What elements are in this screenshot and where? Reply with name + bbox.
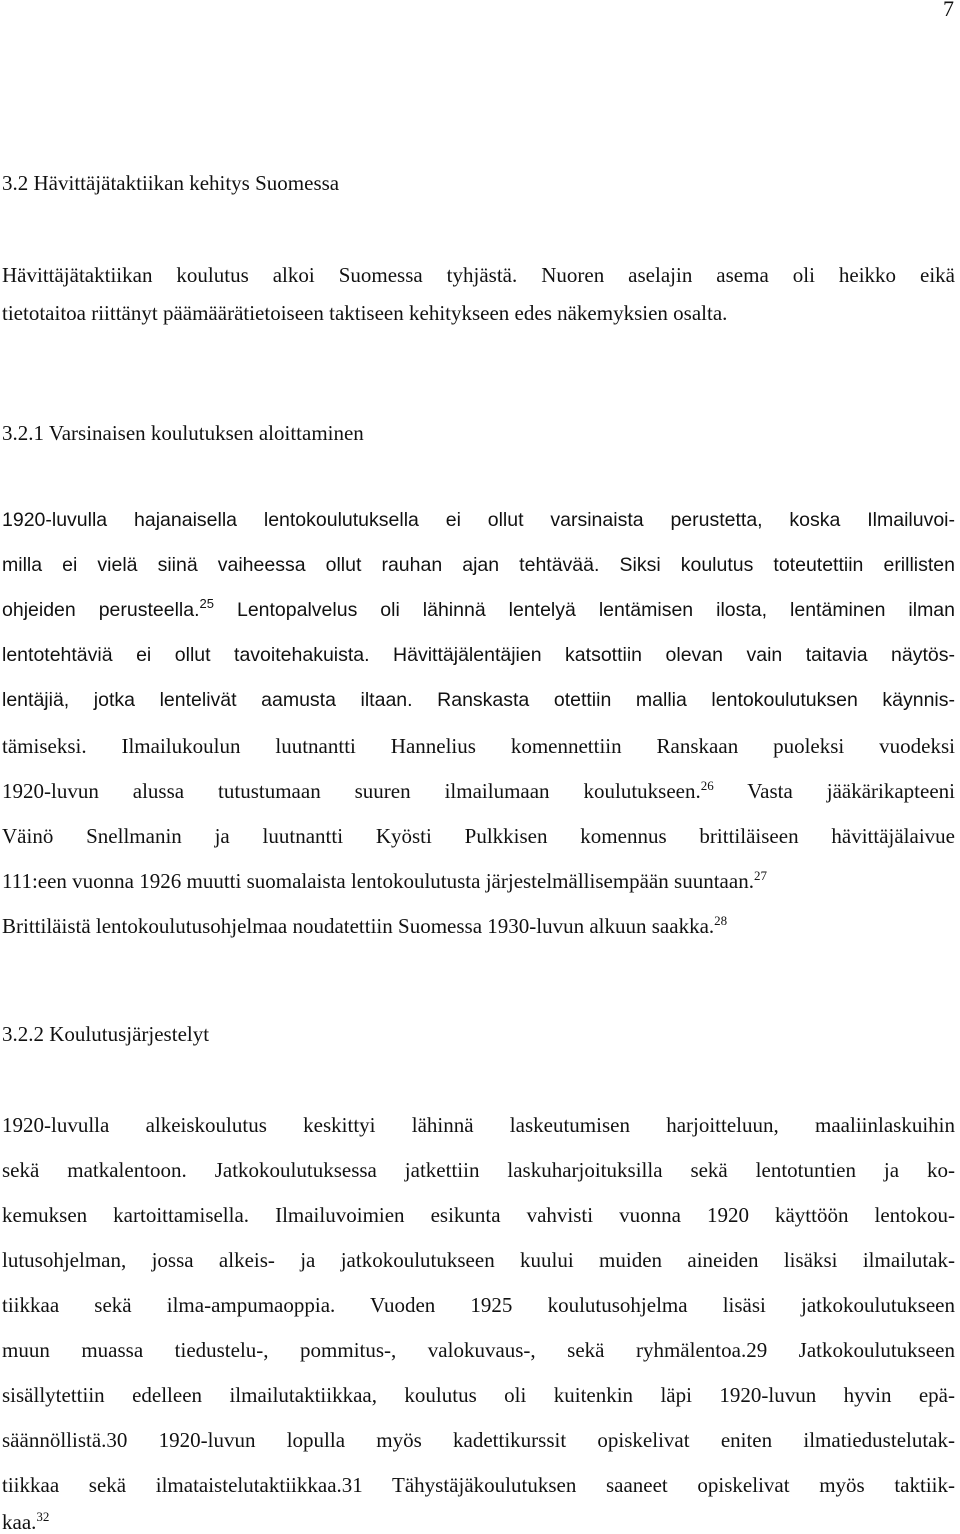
line-segment: Lentopalvelus oli lähinnä lentelyä lentämisen ilosta, lentäminen ilman xyxy=(214,599,956,621)
line-segment: Vasta jääkärikapteeni xyxy=(713,779,955,803)
paragraph-line: tiikkaa sekä ilmataistelutaktiikkaa.31 Tähystäjäkoulutuksen saaneet opiskelivat myös taktiik- xyxy=(2,1473,955,1497)
paragraph-line: 1920-luvulla hajanaisella lentokoulutuksella ei ollut varsinaista perustetta, koska Ilmailuvoi- xyxy=(2,509,955,531)
paragraph-line: säännöllistä.30 1920-luvun lopulla myös kadettikurssit opiskelivat eniten ilmatiedustelutak- xyxy=(2,1428,955,1452)
footnote-ref: 25 xyxy=(199,596,214,611)
footnote-ref: 32 xyxy=(36,1509,50,1524)
paragraph-line: sekä matkalentoon. Jatkokoulutuksessa jatkettiin laskuharjoituksilla sekä lentotuntien ja ko- xyxy=(2,1158,955,1182)
paragraph-line xyxy=(2,868,955,893)
paragraph-line xyxy=(2,913,955,938)
line-segment: kaa. xyxy=(2,1510,37,1534)
line-segment: 1920-luvun alussa tutustumaan suuren ilmailumaan koulutukseen. xyxy=(2,779,701,803)
paragraph-line: lentotehtäviä ei ollut tavoitehakuista. Hävittäjälentäjien katsottiin olevan vain taitavia näytös- xyxy=(2,644,955,666)
paragraph-line xyxy=(2,596,956,621)
footnote-ref: 28 xyxy=(714,913,728,928)
paragraph-line: tämiseksi. Ilmailukoulun luutnantti Hannelius komennettiin Ranskaan puoleksi vuodeksi xyxy=(2,734,955,758)
paragraph-line: lutusohjelman, jossa alkeis- ja jatkokoulutukseen kuului muiden aineiden lisäksi ilmailutak- xyxy=(2,1248,955,1272)
paragraph-line: lentäjiä, jotka lentelivät aamusta iltaan. Ranskasta otettiin mallia lentokoulutuksen käynnis- xyxy=(2,689,955,711)
paragraph-line: 1920-luvulla alkeiskoulutus keskittyi lähinnä laskeutumisen harjoitteluun, maaliinlaskuihin xyxy=(2,1113,955,1137)
paragraph-line: Hävittäjätaktiikan koulutus alkoi Suomessa tyhjästä. Nuoren aselajin asema oli heikko eikä xyxy=(2,263,955,287)
paragraph-line: sisällytettiin edelleen ilmailutaktiikkaa, koulutus oli kuitenkin läpi 1920-luvun hyvin epä- xyxy=(2,1383,955,1407)
footnote-ref: 26 xyxy=(700,778,714,793)
subsection-heading: 3.2.1 Varsinaisen koulutuksen aloittaminen xyxy=(2,421,364,445)
page-number: 7 xyxy=(943,0,954,21)
paragraph-line: tiikkaa sekä ilma-ampumaoppia. Vuoden 1925 koulutusohjelma lisäsi jatkokoulutukseen xyxy=(2,1293,955,1317)
line-segment: ohjeiden perusteella. xyxy=(2,599,200,621)
subsection-heading: 3.2.2 Koulutusjärjestelyt xyxy=(2,1022,210,1046)
paragraph-line xyxy=(2,778,955,803)
line-segment: Brittiläistä lentokoulutusohjelmaa noudatettiin Suomessa 1930-luvun alkuun saakka. xyxy=(2,914,715,938)
paragraph-line: kemuksen kartoittamisella. Ilmailuvoimien esikunta vahvisti vuonna 1920 käyttöön lentokou- xyxy=(2,1203,955,1227)
section-heading: 3.2 Hävittäjätaktiikan kehitys Suomessa xyxy=(2,171,340,195)
paragraph-line: Väinö Snellmanin ja luutnantti Kyösti Pulkkisen komennus brittiläiseen hävittäjälaivue xyxy=(2,824,955,848)
paragraph-line: tietotaitoa riittänyt päämäärätietoiseen taktiseen kehitykseen edes näkemyksien osalta. xyxy=(2,301,728,325)
paragraph-line: milla ei vielä siinä vaiheessa ollut rauhan ajan tehtävää. Siksi koulutus toteutettiin erillisten xyxy=(2,554,955,576)
paragraph-line xyxy=(2,1509,955,1534)
paragraph-line: muun muassa tiedustelu-, pommitus-, valokuvaus-, sekä ryhmälentoa.29 Jatkokoulutukseen xyxy=(2,1338,955,1362)
footnote-ref: 27 xyxy=(753,868,767,883)
line-segment: 111:een vuonna 1926 muutti suomalaista lentokoulutusta järjestelmällisempään suuntaan. xyxy=(2,869,754,893)
